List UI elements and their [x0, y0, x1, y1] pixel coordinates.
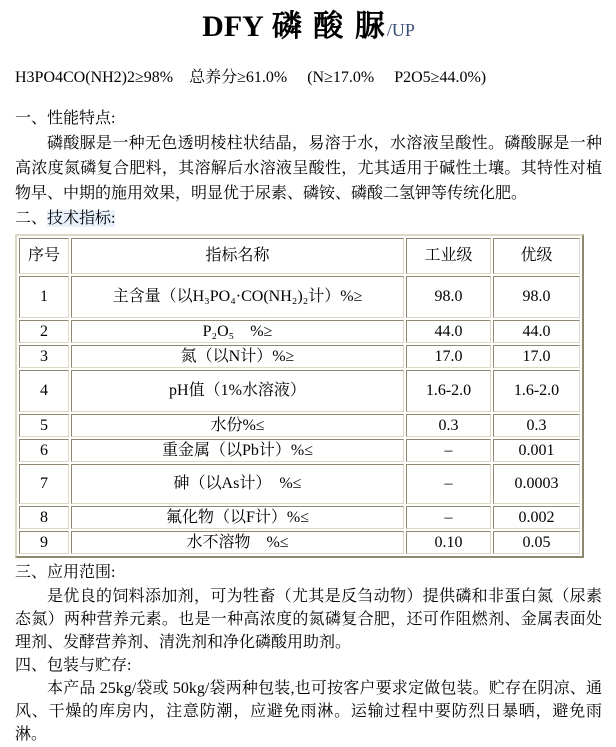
table-row — [19, 370, 580, 412]
cell-index: 5 — [19, 414, 69, 437]
cell-index: 3 — [19, 345, 69, 368]
spec-line: H3PO4CO(NH2)2≥98% 总养分≥61.0% (N≥17.0% P2O5≥44.0%) — [15, 69, 487, 86]
cell-premium-value: 1.6-2.0 — [493, 370, 580, 412]
cell-industrial-value: – — [406, 506, 491, 529]
table-row — [19, 439, 580, 462]
cell-index: 9 — [19, 531, 69, 554]
table-row — [19, 464, 580, 504]
performance-paragraph: 磷酸脲是一种无色透明棱柱状结晶，易溶于水，水溶液呈酸性。磷酸脲是一种高浓度氮磷复合肥料，其溶解后水溶液呈酸性，尤其适用于碱性土壤。其特性对植物早、中期的施用效果，明显优于尿素、磷铵、磷酸二氢钾等传统化肥。 — [15, 135, 602, 202]
column-header-premium: 优级 — [493, 238, 580, 274]
cell-indicator-name: 砷（以As计） %≤ — [71, 464, 404, 504]
packaging-paragraph: 本产品 25kg/袋或 50kg/袋两种包装,也可按客户要求定做包装。贮存在阴凉、通风、干燥的库房内，注意防潮，应避免雨淋。运输过程中要防烈日暴晒，避免雨淋。 — [15, 680, 602, 743]
cell-index: 1 — [19, 276, 69, 318]
page-title — [15, 6, 602, 51]
cell-premium-value: 17.0 — [493, 345, 580, 368]
table-row — [19, 276, 580, 318]
cell-indicator-name: 水不溶物 %≤ — [71, 531, 404, 554]
application-paragraph: 是优良的饲料添加剂，可为牲畜（尤其是反刍动物）提供磷和非蛋白氮（尿素态氮）两种营养元素。也是一种高浓度的氮磷复合肥，还可作阻燃剂、金属表面处理剂、发酵营养剂、清洗剂和净化磷酸用助剂。 — [15, 588, 602, 651]
indicators-table — [15, 234, 584, 558]
cell-indicator-name: 主含量（以H₃PO₄·CO(NH₂)₂计）%≥ — [71, 276, 404, 318]
cell-industrial-value: 17.0 — [406, 345, 491, 368]
title-brand: DFY — [202, 10, 264, 43]
highlighted-heading-text: 技术指标: — [47, 210, 116, 227]
cell-index: 2 — [19, 320, 69, 343]
cell-indicator-name: pH值（1%水溶液） — [71, 370, 404, 412]
cell-industrial-value: 0.10 — [406, 531, 491, 554]
column-header-index: 序号 — [19, 238, 69, 274]
table-row — [19, 506, 580, 529]
section-heading-packaging: 四、包装与贮存: — [15, 657, 132, 674]
heading-number-prefix: 二、 — [15, 210, 48, 227]
cell-industrial-value: 0.3 — [406, 414, 491, 437]
table-header-row — [19, 238, 580, 274]
cell-index: 8 — [19, 506, 69, 529]
cell-premium-value: 0.001 — [493, 439, 580, 462]
cell-industrial-value: – — [406, 439, 491, 462]
cell-premium-value: 98.0 — [493, 276, 580, 318]
cell-indicator-name: 水份%≤ — [71, 414, 404, 437]
cell-premium-value: 0.002 — [493, 506, 580, 529]
cell-industrial-value: 98.0 — [406, 276, 491, 318]
cell-premium-value: 0.0003 — [493, 464, 580, 504]
cell-premium-value: 44.0 — [493, 320, 580, 343]
table-row — [19, 345, 580, 368]
cell-industrial-value: 44.0 — [406, 320, 491, 343]
cell-premium-value: 0.05 — [493, 531, 580, 554]
column-header-industrial: 工业级 — [406, 238, 491, 274]
cell-index: 6 — [19, 439, 69, 462]
cell-industrial-value: 1.6-2.0 — [406, 370, 491, 412]
cell-indicator-name: 氮（以N计）%≥ — [71, 345, 404, 368]
section-heading-application: 三、应用范围: — [15, 564, 116, 581]
table-row — [19, 531, 580, 554]
cell-indicator-name: 重金属（以Pb计）%≤ — [71, 439, 404, 462]
title-suffix: /UP — [386, 20, 415, 40]
cell-industrial-value: – — [406, 464, 491, 504]
title-product-name: 磷 酸 脲 — [271, 10, 387, 43]
cell-indicator-name: P₂O₅ %≥ — [71, 320, 404, 343]
table-row — [19, 320, 580, 343]
cell-premium-value: 0.3 — [493, 414, 580, 437]
section-heading-indicators — [15, 206, 602, 231]
cell-index: 4 — [19, 370, 69, 412]
cell-indicator-name: 氟化物（以F计）%≤ — [71, 506, 404, 529]
cell-index: 7 — [19, 464, 69, 504]
column-header-name: 指标名称 — [71, 238, 404, 274]
table-row — [19, 414, 580, 437]
section-heading-performance: 一、性能特点: — [15, 110, 116, 127]
table-body — [19, 276, 580, 554]
